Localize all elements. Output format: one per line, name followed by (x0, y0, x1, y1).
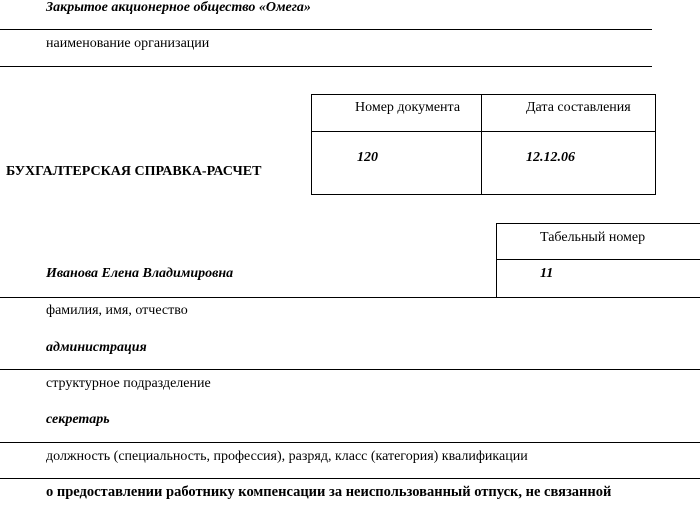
document-number-value: 120 (357, 150, 378, 165)
employee-name-caption: фамилия, имя, отчество (46, 303, 188, 318)
document-table-column-divider (481, 94, 482, 195)
document-subject: о предоставлении работнику компенсации за неиспользованный отпуск, не связанной (46, 484, 612, 500)
employee-name-underline (0, 297, 496, 298)
position-caption-underline (0, 478, 700, 479)
organization-caption: наименование организации (46, 36, 210, 51)
employee-name: Иванова Елена Владимировна (46, 266, 234, 281)
tab-number-value: 11 (540, 266, 554, 281)
document-date-header: Дата составления (526, 100, 631, 115)
position-caption: должность (специальность, профессия), разряд, класс (категория) квалификации (46, 449, 528, 464)
department-value: администрация (46, 340, 147, 355)
document-date-value: 12.12.06 (526, 150, 575, 165)
position-underline (0, 442, 700, 443)
document-table-row-divider (311, 131, 656, 132)
tab-number-header: Табельный номер (540, 230, 646, 245)
department-caption: структурное подразделение (46, 376, 211, 391)
organization-caption-underline (0, 66, 652, 67)
organization-name-underline (0, 29, 652, 30)
tab-number-row-divider (496, 259, 700, 260)
document-title: БУХГАЛТЕРСКАЯ СПРАВКА-РАСЧЕТ (6, 164, 262, 179)
organization-name: Закрытое акционерное общество «Омега» (46, 0, 311, 15)
department-underline (0, 369, 700, 370)
position-value: секретарь (46, 412, 110, 427)
document-number-header: Номер документа (355, 100, 461, 115)
